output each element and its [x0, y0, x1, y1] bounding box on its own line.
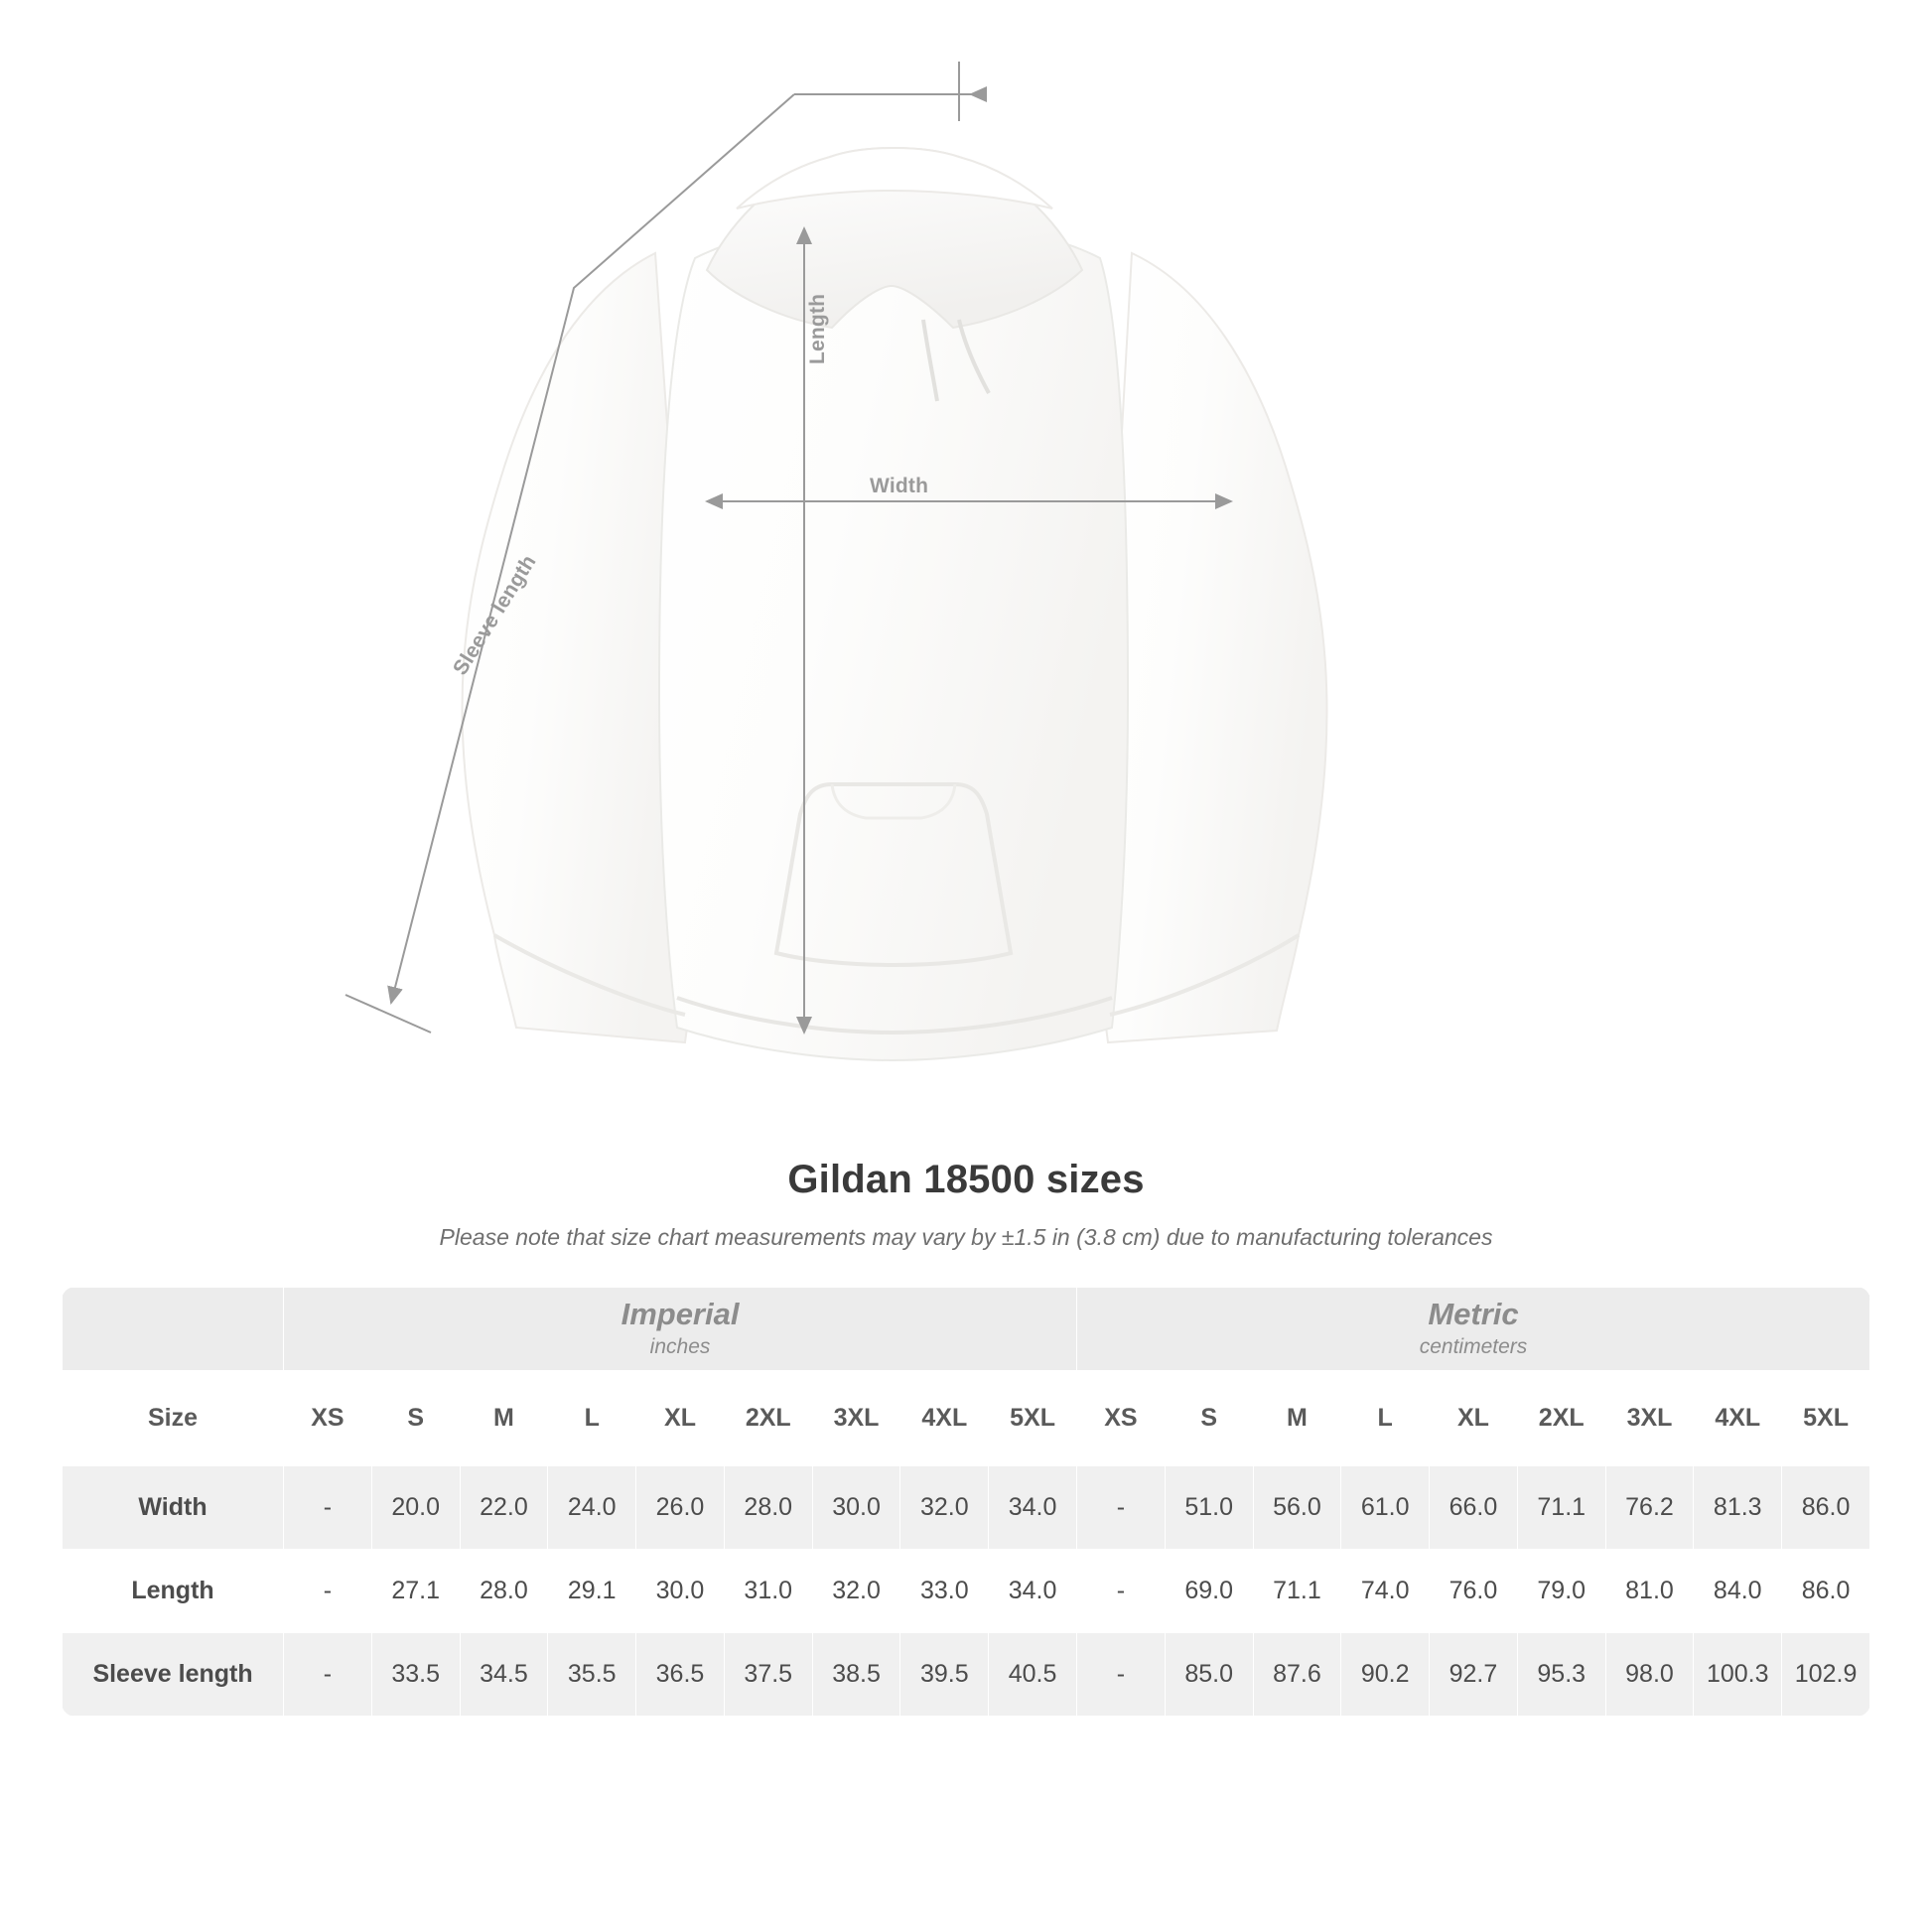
header-size-metric-s: S: [1165, 1371, 1253, 1466]
sleeve-imperial-xl: 36.5: [636, 1633, 725, 1717]
title-block: [0, 1158, 1932, 1251]
sleeve-imperial-xs: -: [284, 1633, 372, 1717]
header-size-metric-m: M: [1253, 1371, 1341, 1466]
unit-metric-name: Metric: [1428, 1296, 1519, 1331]
length-imperial-3xl: 32.0: [812, 1550, 900, 1633]
hoodie-graphic: [463, 148, 1327, 1060]
header-size-metric-2xl: 2XL: [1517, 1371, 1605, 1466]
sleeve-imperial-s: 33.5: [371, 1633, 460, 1717]
width-metric-xs: -: [1077, 1466, 1166, 1550]
sleeve-metric-3xl: 98.0: [1605, 1633, 1694, 1717]
width-metric-xl: 66.0: [1430, 1466, 1518, 1550]
sleeve-metric-xs: -: [1077, 1633, 1166, 1717]
row-label-length: Length: [63, 1550, 284, 1633]
width-metric-4xl: 81.3: [1694, 1466, 1782, 1550]
table-row-width: [63, 1466, 1870, 1550]
sleeve-imperial-l: 35.5: [548, 1633, 636, 1717]
unit-imperial-sub: inches: [649, 1334, 711, 1358]
sleeve-imperial-4xl: 39.5: [900, 1633, 989, 1717]
unit-header-imperial: [284, 1288, 1077, 1371]
header-size-metric-5xl: 5XL: [1782, 1371, 1870, 1466]
header-size: Size: [63, 1371, 284, 1466]
tolerance-note: Please note that size chart measurements may vary by ±1.5 in (3.8 cm) due to manufacturing tolerances: [439, 1224, 1493, 1250]
length-imperial-m: 28.0: [460, 1550, 548, 1633]
unit-imperial-name: Imperial: [621, 1296, 740, 1331]
unit-header-spacer: [63, 1288, 284, 1371]
width-imperial-2xl: 28.0: [724, 1466, 812, 1550]
length-metric-4xl: 84.0: [1694, 1550, 1782, 1633]
length-metric-m: 71.1: [1253, 1550, 1341, 1633]
length-metric-s: 69.0: [1165, 1550, 1253, 1633]
sleeve-imperial-m: 34.5: [460, 1633, 548, 1717]
size-table-wrap: [62, 1287, 1870, 1717]
header-size-metric-xs: XS: [1077, 1371, 1166, 1466]
header-size-metric-4xl: 4XL: [1694, 1371, 1782, 1466]
header-size-imperial-3xl: 3XL: [812, 1371, 900, 1466]
width-imperial-xl: 26.0: [636, 1466, 725, 1550]
header-size-imperial-l: L: [548, 1371, 636, 1466]
length-metric-l: 74.0: [1341, 1550, 1430, 1633]
sleeve-imperial-5xl: 40.5: [989, 1633, 1077, 1717]
sleeve-metric-4xl: 100.3: [1694, 1633, 1782, 1717]
length-imperial-4xl: 33.0: [900, 1550, 989, 1633]
width-metric-2xl: 71.1: [1517, 1466, 1605, 1550]
width-imperial-s: 20.0: [371, 1466, 460, 1550]
header-size-imperial-s: S: [371, 1371, 460, 1466]
sleeve-metric-xl: 92.7: [1430, 1633, 1518, 1717]
table-row-sleeve-length: [63, 1633, 1870, 1717]
width-imperial-5xl: 34.0: [989, 1466, 1077, 1550]
label-sleeve-length: Sleeve length: [449, 550, 541, 680]
length-imperial-s: 27.1: [371, 1550, 460, 1633]
row-label-width: Width: [63, 1466, 284, 1550]
header-size-metric-l: L: [1341, 1371, 1430, 1466]
length-metric-xl: 76.0: [1430, 1550, 1518, 1633]
length-imperial-2xl: 31.0: [724, 1550, 812, 1633]
width-metric-3xl: 76.2: [1605, 1466, 1694, 1550]
length-metric-2xl: 79.0: [1517, 1550, 1605, 1633]
width-imperial-4xl: 32.0: [900, 1466, 989, 1550]
width-metric-s: 51.0: [1165, 1466, 1253, 1550]
header-size-imperial-xl: XL: [636, 1371, 725, 1466]
unit-header-metric: [1077, 1288, 1870, 1371]
length-imperial-5xl: 34.0: [989, 1550, 1077, 1633]
page-title: Gildan 18500 sizes: [787, 1158, 1145, 1201]
length-imperial-xl: 30.0: [636, 1550, 725, 1633]
label-length: Length: [806, 293, 829, 364]
header-size-imperial-2xl: 2XL: [724, 1371, 812, 1466]
length-imperial-xs: -: [284, 1550, 372, 1633]
width-metric-m: 56.0: [1253, 1466, 1341, 1550]
length-metric-xs: -: [1077, 1550, 1166, 1633]
row-label-sleeve-length: Sleeve length: [63, 1633, 284, 1717]
size-header-row: [63, 1371, 1870, 1466]
sleeve-imperial-2xl: 37.5: [724, 1633, 812, 1717]
width-imperial-m: 22.0: [460, 1466, 548, 1550]
sleeve-metric-2xl: 95.3: [1517, 1633, 1605, 1717]
header-size-metric-3xl: 3XL: [1605, 1371, 1694, 1466]
width-imperial-l: 24.0: [548, 1466, 636, 1550]
header-size-imperial-4xl: 4XL: [900, 1371, 989, 1466]
sleeve-metric-m: 87.6: [1253, 1633, 1341, 1717]
length-metric-3xl: 81.0: [1605, 1550, 1694, 1633]
length-metric-5xl: 86.0: [1782, 1550, 1870, 1633]
table-row-length: [63, 1550, 1870, 1633]
sleeve-imperial-3xl: 38.5: [812, 1633, 900, 1717]
header-size-imperial-5xl: 5XL: [989, 1371, 1077, 1466]
sleeve-metric-s: 85.0: [1165, 1633, 1253, 1717]
label-width: Width: [870, 475, 929, 497]
width-imperial-xs: -: [284, 1466, 372, 1550]
width-metric-5xl: 86.0: [1782, 1466, 1870, 1550]
width-metric-l: 61.0: [1341, 1466, 1430, 1550]
sleeve-metric-5xl: 102.9: [1782, 1633, 1870, 1717]
width-imperial-3xl: 30.0: [812, 1466, 900, 1550]
header-size-metric-xl: XL: [1430, 1371, 1518, 1466]
header-size-imperial-xs: XS: [284, 1371, 372, 1466]
length-imperial-l: 29.1: [548, 1550, 636, 1633]
sleeve-metric-l: 90.2: [1341, 1633, 1430, 1717]
unit-metric-sub: centimeters: [1419, 1334, 1528, 1358]
unit-header-row: [63, 1288, 1870, 1371]
header-size-imperial-m: M: [460, 1371, 548, 1466]
size-table: [62, 1287, 1870, 1717]
